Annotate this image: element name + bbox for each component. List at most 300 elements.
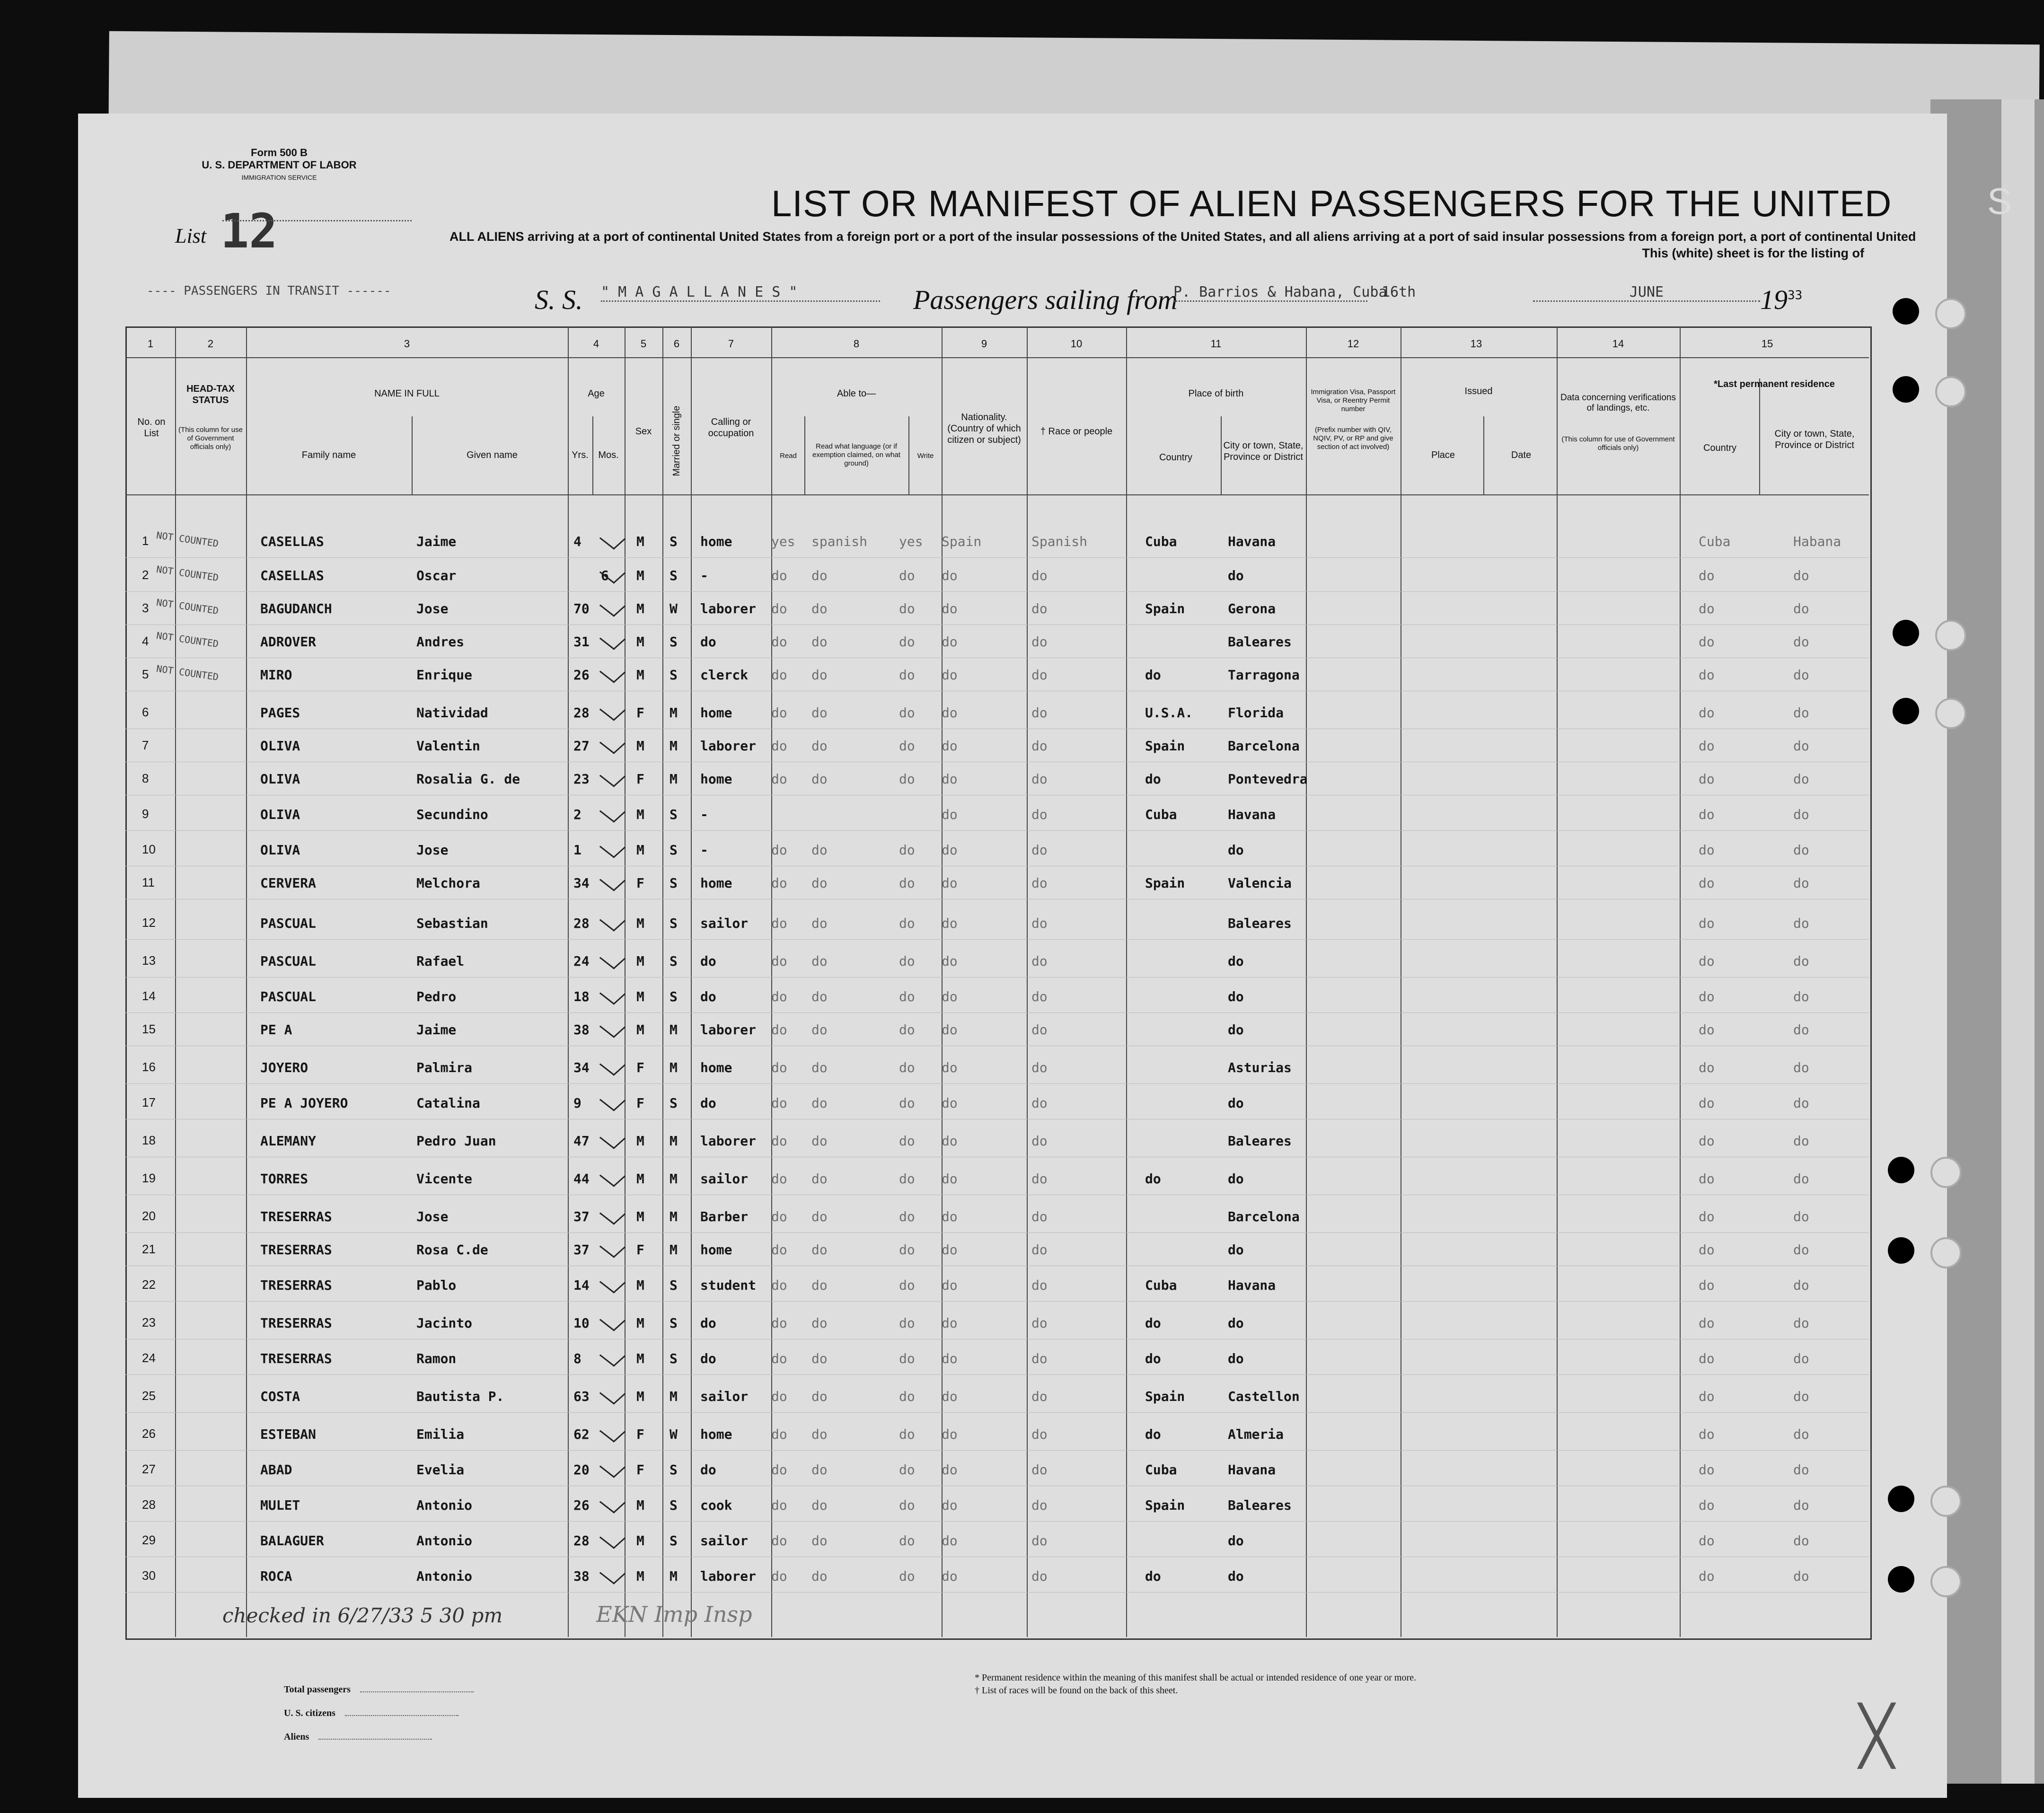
residence-city: do bbox=[1793, 1277, 1809, 1293]
age-years: 28 bbox=[573, 705, 590, 721]
can-write: do bbox=[899, 1209, 915, 1224]
marital-status: S bbox=[670, 568, 678, 583]
race: do bbox=[1031, 1533, 1048, 1549]
given-name: Melchora bbox=[416, 875, 480, 891]
column-number: 8 bbox=[853, 338, 860, 350]
port-from: P. Barrios & Habana, Cuba bbox=[1173, 284, 1367, 302]
age-years: 34 bbox=[573, 875, 590, 891]
can-write: do bbox=[899, 842, 915, 858]
row-number: 24 bbox=[142, 1351, 156, 1365]
read-language: do bbox=[811, 1351, 828, 1366]
given-name: Oscar bbox=[416, 568, 457, 583]
given-name: Jose bbox=[416, 842, 449, 858]
residence-country: do bbox=[1699, 1568, 1715, 1584]
occupation: do bbox=[700, 953, 716, 969]
race: do bbox=[1031, 842, 1048, 858]
given-name: Rafael bbox=[416, 953, 465, 969]
sex: M bbox=[636, 1022, 644, 1038]
can-write: do bbox=[899, 1171, 915, 1187]
marital-status: S bbox=[670, 842, 678, 858]
occupation: - bbox=[700, 568, 708, 583]
occupation: do bbox=[700, 1315, 716, 1331]
row-rule bbox=[125, 1232, 1869, 1233]
sex: M bbox=[636, 534, 644, 549]
residence-footnote: * Permanent residence within the meaning of this manifest shall be actual or intended residence of one year or more. bbox=[975, 1672, 1417, 1683]
nationality: do bbox=[942, 1533, 958, 1549]
given-name: Pablo bbox=[416, 1277, 457, 1293]
punch-hole bbox=[1893, 698, 1919, 724]
family-name: OLIVA bbox=[260, 842, 300, 858]
occupation: sailor bbox=[700, 1389, 749, 1404]
residence-country: Cuba bbox=[1699, 534, 1731, 549]
table-row bbox=[0, 529, 2044, 569]
column-number: 9 bbox=[981, 338, 987, 350]
nationality: do bbox=[942, 1171, 958, 1187]
birth-country: do bbox=[1145, 1315, 1161, 1331]
sex: M bbox=[636, 807, 644, 822]
residence-country: do bbox=[1699, 842, 1715, 858]
row-number: 10 bbox=[142, 842, 156, 856]
row-number: 12 bbox=[142, 915, 156, 930]
table-row bbox=[0, 1315, 2044, 1350]
table-row bbox=[0, 1462, 2044, 1497]
row-rule bbox=[125, 1301, 1869, 1302]
birth-country: do bbox=[1145, 771, 1161, 787]
residence-header: *Last permanent residence bbox=[1714, 379, 1835, 389]
family-name: BALAGUER bbox=[260, 1533, 324, 1549]
birth-city: Tarragona bbox=[1228, 667, 1300, 683]
can-write: do bbox=[899, 1568, 915, 1584]
birth-country: Spain bbox=[1145, 1389, 1185, 1404]
able-to-header: Able to— bbox=[837, 388, 876, 399]
race: Spanish bbox=[1031, 534, 1088, 549]
page-title: LIST OR MANIFEST OF ALIEN PASSENGERS FOR THE UNITED bbox=[771, 183, 1892, 224]
age-years: 9 bbox=[573, 1095, 581, 1111]
read-language: do bbox=[811, 953, 828, 969]
age-years: 62 bbox=[573, 1426, 590, 1442]
sex: M bbox=[636, 1133, 644, 1149]
age-years: 26 bbox=[573, 1497, 590, 1513]
sailing-year bbox=[1760, 284, 1802, 316]
read-language: do bbox=[811, 771, 828, 787]
occupation: clerck bbox=[700, 667, 749, 683]
residence-country: do bbox=[1699, 601, 1715, 616]
marital-status: S bbox=[670, 634, 678, 650]
family-name: PAGES bbox=[260, 705, 300, 721]
table-row bbox=[0, 1389, 2044, 1424]
race: do bbox=[1031, 915, 1048, 931]
family-name: CERVERA bbox=[260, 875, 317, 891]
column-number: 6 bbox=[673, 338, 680, 350]
aliens-label: Aliens bbox=[284, 1732, 309, 1742]
column-number: 12 bbox=[1347, 338, 1359, 350]
nationality: do bbox=[942, 1060, 958, 1075]
given-name: Natividad bbox=[416, 705, 488, 721]
can-write: do bbox=[899, 1351, 915, 1366]
can-write: do bbox=[899, 771, 915, 787]
row-number: 30 bbox=[142, 1568, 156, 1583]
punch-hole bbox=[1935, 698, 1966, 729]
table-row bbox=[0, 1209, 2044, 1244]
sex: M bbox=[636, 989, 644, 1004]
residence-city: do bbox=[1793, 1497, 1809, 1513]
row-number: 23 bbox=[142, 1315, 156, 1329]
subtitle-line-2: This (white) sheet is for the listing of bbox=[1642, 246, 1864, 260]
occupation: home bbox=[700, 771, 732, 787]
sailing-label: Passengers sailing from bbox=[913, 284, 1178, 315]
given-name: Secundino bbox=[416, 807, 488, 822]
given-name: Jose bbox=[416, 1209, 449, 1224]
family-name: ABAD bbox=[260, 1462, 292, 1478]
punch-hole bbox=[1935, 376, 1966, 407]
read-language: do bbox=[811, 1462, 828, 1478]
row-number: 15 bbox=[142, 1022, 156, 1036]
landing-header: Data concerning verifications of landings, etc. bbox=[1560, 393, 1676, 413]
punch-hole bbox=[1930, 1157, 1962, 1188]
birth-city: do bbox=[1228, 1095, 1244, 1111]
birth-city: Castellon bbox=[1228, 1389, 1300, 1404]
table-row bbox=[0, 989, 2044, 1024]
given-name: Pedro Juan bbox=[416, 1133, 496, 1149]
nationality-header: Nationality. (Country of which citizen or subject) bbox=[947, 412, 1021, 445]
occupation: do bbox=[700, 1462, 716, 1478]
sex: F bbox=[636, 1095, 644, 1111]
read-language: do bbox=[811, 915, 828, 931]
marital-status: M bbox=[670, 1242, 678, 1258]
residence-country: do bbox=[1699, 1426, 1715, 1442]
age-months: 6 bbox=[601, 568, 609, 583]
nationality: do bbox=[942, 807, 958, 822]
years-header: Yrs. bbox=[572, 450, 589, 460]
residence-city: do bbox=[1793, 1533, 1809, 1549]
race: do bbox=[1031, 1209, 1048, 1224]
marital-status: S bbox=[670, 807, 678, 822]
marital-status: S bbox=[670, 1315, 678, 1331]
residence-country: do bbox=[1699, 1351, 1715, 1366]
read-language: do bbox=[811, 842, 828, 858]
age-years: 23 bbox=[573, 771, 590, 787]
read-language: do bbox=[811, 1209, 828, 1224]
given-name: Vicente bbox=[416, 1171, 473, 1187]
punch-hole bbox=[1935, 298, 1966, 329]
birth-country: Spain bbox=[1145, 738, 1185, 754]
read-language: do bbox=[811, 667, 828, 683]
can-write: do bbox=[899, 1095, 915, 1111]
birth-city: Havana bbox=[1228, 1462, 1276, 1478]
row-number: 13 bbox=[142, 953, 156, 968]
list-label: List bbox=[175, 224, 207, 247]
column-number: 7 bbox=[728, 338, 734, 350]
race: do bbox=[1031, 1022, 1048, 1038]
sex: F bbox=[636, 1426, 644, 1442]
birth-country: Spain bbox=[1145, 875, 1185, 891]
occupation: home bbox=[700, 1426, 732, 1442]
age-years: 26 bbox=[573, 667, 590, 683]
birth-city: do bbox=[1228, 989, 1244, 1004]
can-read: do bbox=[771, 875, 787, 891]
read-language: do bbox=[811, 1277, 828, 1293]
col-subdivider bbox=[1221, 416, 1222, 494]
race: do bbox=[1031, 1242, 1048, 1258]
family-name: ROCA bbox=[260, 1568, 292, 1584]
can-write: do bbox=[899, 738, 915, 754]
birth-country-header: Country bbox=[1159, 452, 1193, 463]
age-years: 20 bbox=[573, 1462, 590, 1478]
marital-status: M bbox=[670, 1209, 678, 1224]
punch-hole bbox=[1893, 376, 1919, 403]
residence-country: do bbox=[1699, 705, 1715, 721]
birth-city: do bbox=[1228, 842, 1244, 858]
race: do bbox=[1031, 1568, 1048, 1584]
can-read: do bbox=[771, 634, 787, 650]
can-write: do bbox=[899, 1022, 915, 1038]
residence-city: do bbox=[1793, 1351, 1809, 1366]
read-language: do bbox=[811, 1568, 828, 1584]
table-row bbox=[0, 1533, 2044, 1568]
age-years: 4 bbox=[573, 534, 581, 549]
read-language: do bbox=[811, 1171, 828, 1187]
birth-country: do bbox=[1145, 1171, 1161, 1187]
given-name: Jacinto bbox=[416, 1315, 473, 1331]
row-rule bbox=[125, 1521, 1869, 1522]
table-row bbox=[0, 1568, 2044, 1603]
family-name: OLIVA bbox=[260, 807, 300, 822]
given-name-header: Given name bbox=[467, 450, 518, 460]
can-read: do bbox=[771, 1171, 787, 1187]
column-number: 3 bbox=[404, 338, 410, 350]
read-language-header: Read what language (or if exemption claimed, on what ground) bbox=[812, 442, 900, 467]
can-write: do bbox=[899, 667, 915, 683]
family-name: JOYERO bbox=[260, 1060, 308, 1075]
age-years: 34 bbox=[573, 1060, 590, 1075]
read-language: do bbox=[811, 738, 828, 754]
column-number: 5 bbox=[640, 338, 647, 350]
nationality: do bbox=[942, 1497, 958, 1513]
can-write: do bbox=[899, 1242, 915, 1258]
visa-note: (Prefix number with QIV, NQIV, PV, or RP and give section of act involved) bbox=[1313, 426, 1393, 451]
occupation: sailor bbox=[700, 1533, 749, 1549]
can-write: do bbox=[899, 989, 915, 1004]
row-number: 11 bbox=[142, 875, 155, 889]
race-header: † Race or people bbox=[1040, 426, 1113, 437]
sex-header: Sex bbox=[635, 426, 652, 437]
residence-city: do bbox=[1793, 1022, 1809, 1038]
issued-place-header: Place bbox=[1431, 450, 1455, 460]
sex: F bbox=[636, 875, 644, 891]
sex: F bbox=[636, 771, 644, 787]
punch-hole bbox=[1930, 1486, 1962, 1517]
marital-status: M bbox=[670, 1060, 678, 1075]
occupation: home bbox=[700, 534, 732, 549]
race: do bbox=[1031, 1426, 1048, 1442]
residence-country: do bbox=[1699, 634, 1715, 650]
race: do bbox=[1031, 1095, 1048, 1111]
column-number: 1 bbox=[147, 338, 154, 350]
nationality: do bbox=[942, 1351, 958, 1366]
residence-country: do bbox=[1699, 1095, 1715, 1111]
visa-header: Immigration Visa, Passport Visa, or Reentry Permit number bbox=[1311, 388, 1396, 413]
column-number: 10 bbox=[1070, 338, 1083, 350]
age-years: 2 bbox=[573, 807, 581, 822]
occupation: home bbox=[700, 875, 732, 891]
occupation: laborer bbox=[700, 738, 757, 754]
read-language: spanish bbox=[811, 534, 868, 549]
residence-country: do bbox=[1699, 1242, 1715, 1258]
marital-status: S bbox=[670, 953, 678, 969]
nationality: do bbox=[942, 989, 958, 1004]
row-number: 9 bbox=[142, 807, 149, 821]
age-years: 37 bbox=[573, 1209, 590, 1224]
nationality: do bbox=[942, 667, 958, 683]
residence-country: do bbox=[1699, 1133, 1715, 1149]
family-name: TRESERRAS bbox=[260, 1315, 332, 1331]
race: do bbox=[1031, 634, 1048, 650]
service: IMMIGRATION SERVICE bbox=[241, 174, 317, 181]
can-read: do bbox=[771, 1351, 787, 1366]
sex: M bbox=[636, 667, 644, 683]
head-tax-status: NOT COUNTED bbox=[155, 596, 220, 617]
read-language: do bbox=[811, 1497, 828, 1513]
can-read: do bbox=[771, 1242, 787, 1258]
race: do bbox=[1031, 1133, 1048, 1149]
column-number: 13 bbox=[1470, 338, 1482, 350]
can-read: do bbox=[771, 1209, 787, 1224]
age-years: 10 bbox=[573, 1315, 590, 1331]
department: U. S. DEPARTMENT OF LABOR bbox=[202, 159, 357, 171]
sex: M bbox=[636, 953, 644, 969]
head-tax-status: NOT COUNTED bbox=[155, 629, 220, 650]
punch-hole bbox=[1930, 1566, 1962, 1597]
row-number: 28 bbox=[142, 1497, 156, 1512]
read-language: do bbox=[811, 1095, 828, 1111]
can-read: do bbox=[771, 568, 787, 583]
sex: M bbox=[636, 1277, 644, 1293]
table-row bbox=[0, 1426, 2044, 1461]
birth-city: Baleares bbox=[1228, 1133, 1292, 1149]
residence-country: do bbox=[1699, 953, 1715, 969]
total-passengers bbox=[284, 1684, 474, 1695]
residence-city: do bbox=[1793, 1462, 1809, 1478]
can-write: do bbox=[899, 1389, 915, 1404]
punch-hole bbox=[1930, 1237, 1962, 1268]
read-language: do bbox=[811, 568, 828, 583]
residence-country: do bbox=[1699, 915, 1715, 931]
row-number: 29 bbox=[142, 1533, 156, 1547]
row-number: 21 bbox=[142, 1242, 156, 1256]
residence-country: do bbox=[1699, 568, 1715, 583]
next-page-letter: S bbox=[1987, 180, 2012, 222]
race: do bbox=[1031, 807, 1048, 822]
can-read: do bbox=[771, 1389, 787, 1404]
nationality: do bbox=[942, 601, 958, 616]
birth-city: Havana bbox=[1228, 1277, 1276, 1293]
residence-city: do bbox=[1793, 1389, 1809, 1404]
table-row bbox=[0, 596, 2044, 636]
birth-city: Havana bbox=[1228, 534, 1276, 549]
residence-country: do bbox=[1699, 771, 1715, 787]
punch-hole bbox=[1888, 1566, 1914, 1593]
punch-hole bbox=[1888, 1157, 1914, 1183]
row-number: 27 bbox=[142, 1462, 156, 1476]
year-prefix: 19 bbox=[1760, 284, 1788, 315]
us-citizens-label: U. S. citizens bbox=[284, 1708, 335, 1718]
birth-city: do bbox=[1228, 1022, 1244, 1038]
nationality: do bbox=[942, 1426, 958, 1442]
race: do bbox=[1031, 568, 1048, 583]
row-rule bbox=[125, 1012, 1869, 1013]
can-read: do bbox=[771, 915, 787, 931]
family-name: BAGUDANCH bbox=[260, 601, 332, 616]
punch-hole bbox=[1888, 1237, 1914, 1264]
birth-city: Baleares bbox=[1228, 915, 1292, 931]
residence-city: do bbox=[1793, 1242, 1809, 1258]
row-number: 16 bbox=[142, 1060, 156, 1074]
birth-city-header: City or town, State, Province or District bbox=[1223, 440, 1304, 462]
residence-city: do bbox=[1793, 1209, 1809, 1224]
head-tax-status: NOT COUNTED bbox=[155, 529, 220, 550]
age-years: 31 bbox=[573, 634, 590, 650]
sex: M bbox=[636, 915, 644, 931]
can-write: do bbox=[899, 1462, 915, 1478]
header-rule bbox=[125, 494, 1869, 495]
read-language: do bbox=[811, 989, 828, 1004]
race: do bbox=[1031, 667, 1048, 683]
family-name: PASCUAL bbox=[260, 915, 317, 931]
table-row bbox=[0, 953, 2044, 988]
read-language: do bbox=[811, 1060, 828, 1075]
table-row bbox=[0, 1351, 2044, 1386]
given-name: Rosalia G. de bbox=[416, 771, 520, 787]
marital-status: S bbox=[670, 989, 678, 1004]
can-read: do bbox=[771, 771, 787, 787]
can-write: do bbox=[899, 634, 915, 650]
can-write: do bbox=[899, 1133, 915, 1149]
residence-country: do bbox=[1699, 1022, 1715, 1038]
calling-header: Calling or occupation bbox=[708, 417, 754, 439]
col-subdivider bbox=[1483, 416, 1484, 494]
read-language: do bbox=[811, 1315, 828, 1331]
given-name: Sebastian bbox=[416, 915, 488, 931]
sex: M bbox=[636, 1568, 644, 1584]
marital-status: M bbox=[670, 1022, 678, 1038]
row-number: 17 bbox=[142, 1095, 156, 1109]
race: do bbox=[1031, 1171, 1048, 1187]
row-number: 5 bbox=[142, 667, 149, 681]
can-read: do bbox=[771, 705, 787, 721]
marital-status: S bbox=[670, 534, 678, 549]
occupation: - bbox=[700, 807, 708, 822]
given-name: Palmira bbox=[416, 1060, 473, 1075]
nationality: do bbox=[942, 634, 958, 650]
marital-status: S bbox=[670, 1462, 678, 1478]
write-header: Write bbox=[917, 452, 934, 460]
can-write: do bbox=[899, 875, 915, 891]
residence-city: do bbox=[1793, 1060, 1809, 1075]
can-write: do bbox=[899, 601, 915, 616]
age-years: 38 bbox=[573, 1022, 590, 1038]
family-name: MULET bbox=[260, 1497, 300, 1513]
marital-status: S bbox=[670, 1497, 678, 1513]
birth-country: Cuba bbox=[1145, 1277, 1177, 1293]
given-name: Valentin bbox=[416, 738, 480, 754]
table-row bbox=[0, 705, 2044, 740]
list-number-value: 12 bbox=[220, 203, 278, 259]
residence-country: do bbox=[1699, 807, 1715, 822]
given-name: Pedro bbox=[416, 989, 457, 1004]
residence-city-header: City or town, State, Province or District bbox=[1774, 429, 1855, 450]
row-rule bbox=[125, 1412, 1869, 1413]
age-years: 27 bbox=[573, 738, 590, 754]
